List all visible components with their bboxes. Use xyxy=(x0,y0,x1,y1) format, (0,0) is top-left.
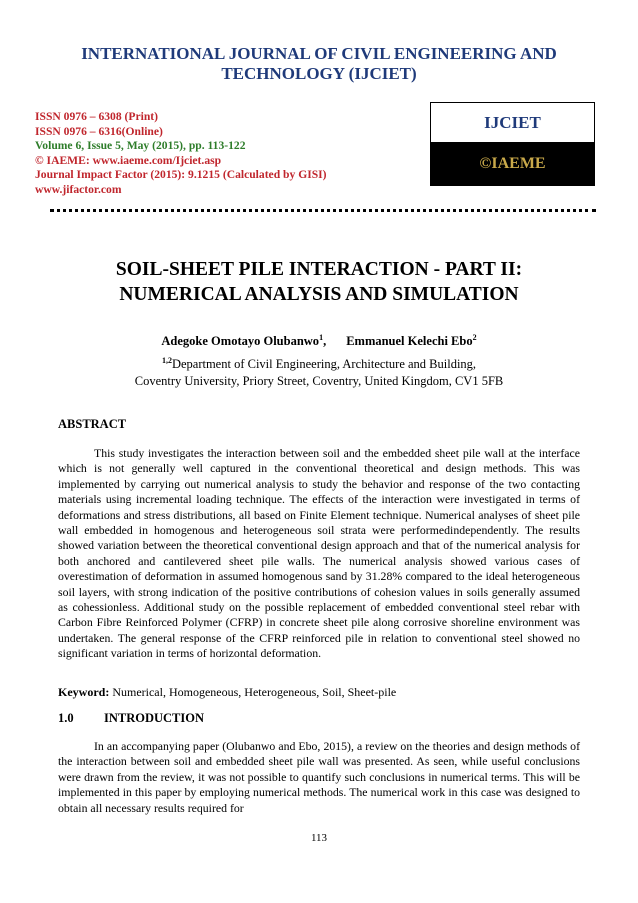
author-1-sup: 1 xyxy=(319,333,324,342)
author-separator: , xyxy=(323,334,327,349)
abstract-heading: ABSTRACT xyxy=(58,417,127,431)
intro-heading xyxy=(58,711,204,726)
affiliation-line-2: Coventry University, Priory Street, Coventry, United Kingdom, CV1 5FB xyxy=(134,374,504,389)
impact-factor: Journal Impact Factor (2015): 9.1215 (Calculated by GISI) xyxy=(35,168,327,182)
intro-number: 1.0 xyxy=(58,711,74,725)
issn-online: ISSN 0976 – 6316(Online) xyxy=(35,124,163,138)
affiliation xyxy=(40,352,598,390)
keywords-label: Keyword: xyxy=(58,685,110,699)
author-2-sup: 2 xyxy=(472,333,477,342)
keywords xyxy=(58,685,396,700)
iaeme-link[interactable]: © IAEME: www.iaeme.com/Ijciet.asp xyxy=(35,153,222,167)
intro-title: INTRODUCTION xyxy=(104,711,205,725)
journal-logo xyxy=(430,102,595,186)
dotted-divider xyxy=(50,209,596,212)
author-2: Emmanuel Kelechi Ebo xyxy=(346,334,473,349)
intro-body xyxy=(58,739,580,816)
journal-meta xyxy=(35,110,327,198)
abstract-body xyxy=(58,446,580,662)
intro-text: In an accompanying paper (Olubanwo and Ebo, 2015), a review on the theories and design methods of the interaction between soil and embedded sheet pile wall was presented. As seen, while useful conclusions were drawn from the review, it was not possible to quantify such conclusions in numerical terms. This will be implemented in this paper by employing numerical methods. The numerical work in this case was designed to obtain all necessary results required for xyxy=(58,739,580,815)
jifactor-link[interactable]: www.jifactor.com xyxy=(35,182,122,196)
paper-title: SOIL-SHEET PILE INTERACTION - PART II: NUMERICAL ANALYSIS AND SIMULATION xyxy=(115,259,523,305)
keywords-text: Numerical, Homogeneous, Heterogeneous, Soil, Sheet-pile xyxy=(109,685,397,699)
journal-title: INTERNATIONAL JOURNAL OF CIVIL ENGINEERING AND TECHNOLOGY (IJCIET) xyxy=(81,44,557,83)
affiliation-line-1: Department of Civil Engineering, Architecture and Building, xyxy=(171,357,477,372)
authors xyxy=(60,333,578,349)
issn-print: ISSN 0976 – 6308 (Print) xyxy=(35,110,159,123)
affiliation-sup: 1,2 xyxy=(161,356,172,365)
logo-ijciet: IJCIET xyxy=(431,103,594,142)
volume-info: Volume 6, Issue 5, May (2015), pp. 113-122 xyxy=(35,139,246,153)
author-1: Adegoke Omotayo Olubanwo xyxy=(161,334,320,349)
abstract-text: This study investigates the interaction between soil and the embedded sheet pile wall at the interface which is not generally well captured in the conventional theoretical and design methods. This was implemented by carrying out numerical analysis to study the behavior and response of the two contacting materials using incremental loading technique. The effects of the interaction were investigated in terms of deformations and stress distributions, all based on Finite Element technique. Numerical analyses of sheet pile wall embedded in homogenous and heterogeneous soil strata were performedindependently. The results showed variation between the theoretical conventional design approach and that of the numerical analysis for both anchored and cantilevered sheet pile walls. The numerical analysis showed various cases of overestimation of deformation in assumed homogenous sand by 31.28% compared to the ideal heterogeneous soil layers, with strong indication of the positive contributions of cohesion values in soils generally assumed as cohessionless. Additional study on the possible replacement of embedded conventional steel rebar with Carbon Fibre Reinforced Polymer (CFRP) in concrete sheet pile along corrosive shoreline environment was undertaken. The general response of the CFRP reinforced pile in relation to conventional steel showed no significant variation in terms of horizontal deformation. xyxy=(58,446,580,661)
page-number: 113 xyxy=(310,832,328,844)
logo-iaeme: ©IAEME xyxy=(431,142,594,185)
